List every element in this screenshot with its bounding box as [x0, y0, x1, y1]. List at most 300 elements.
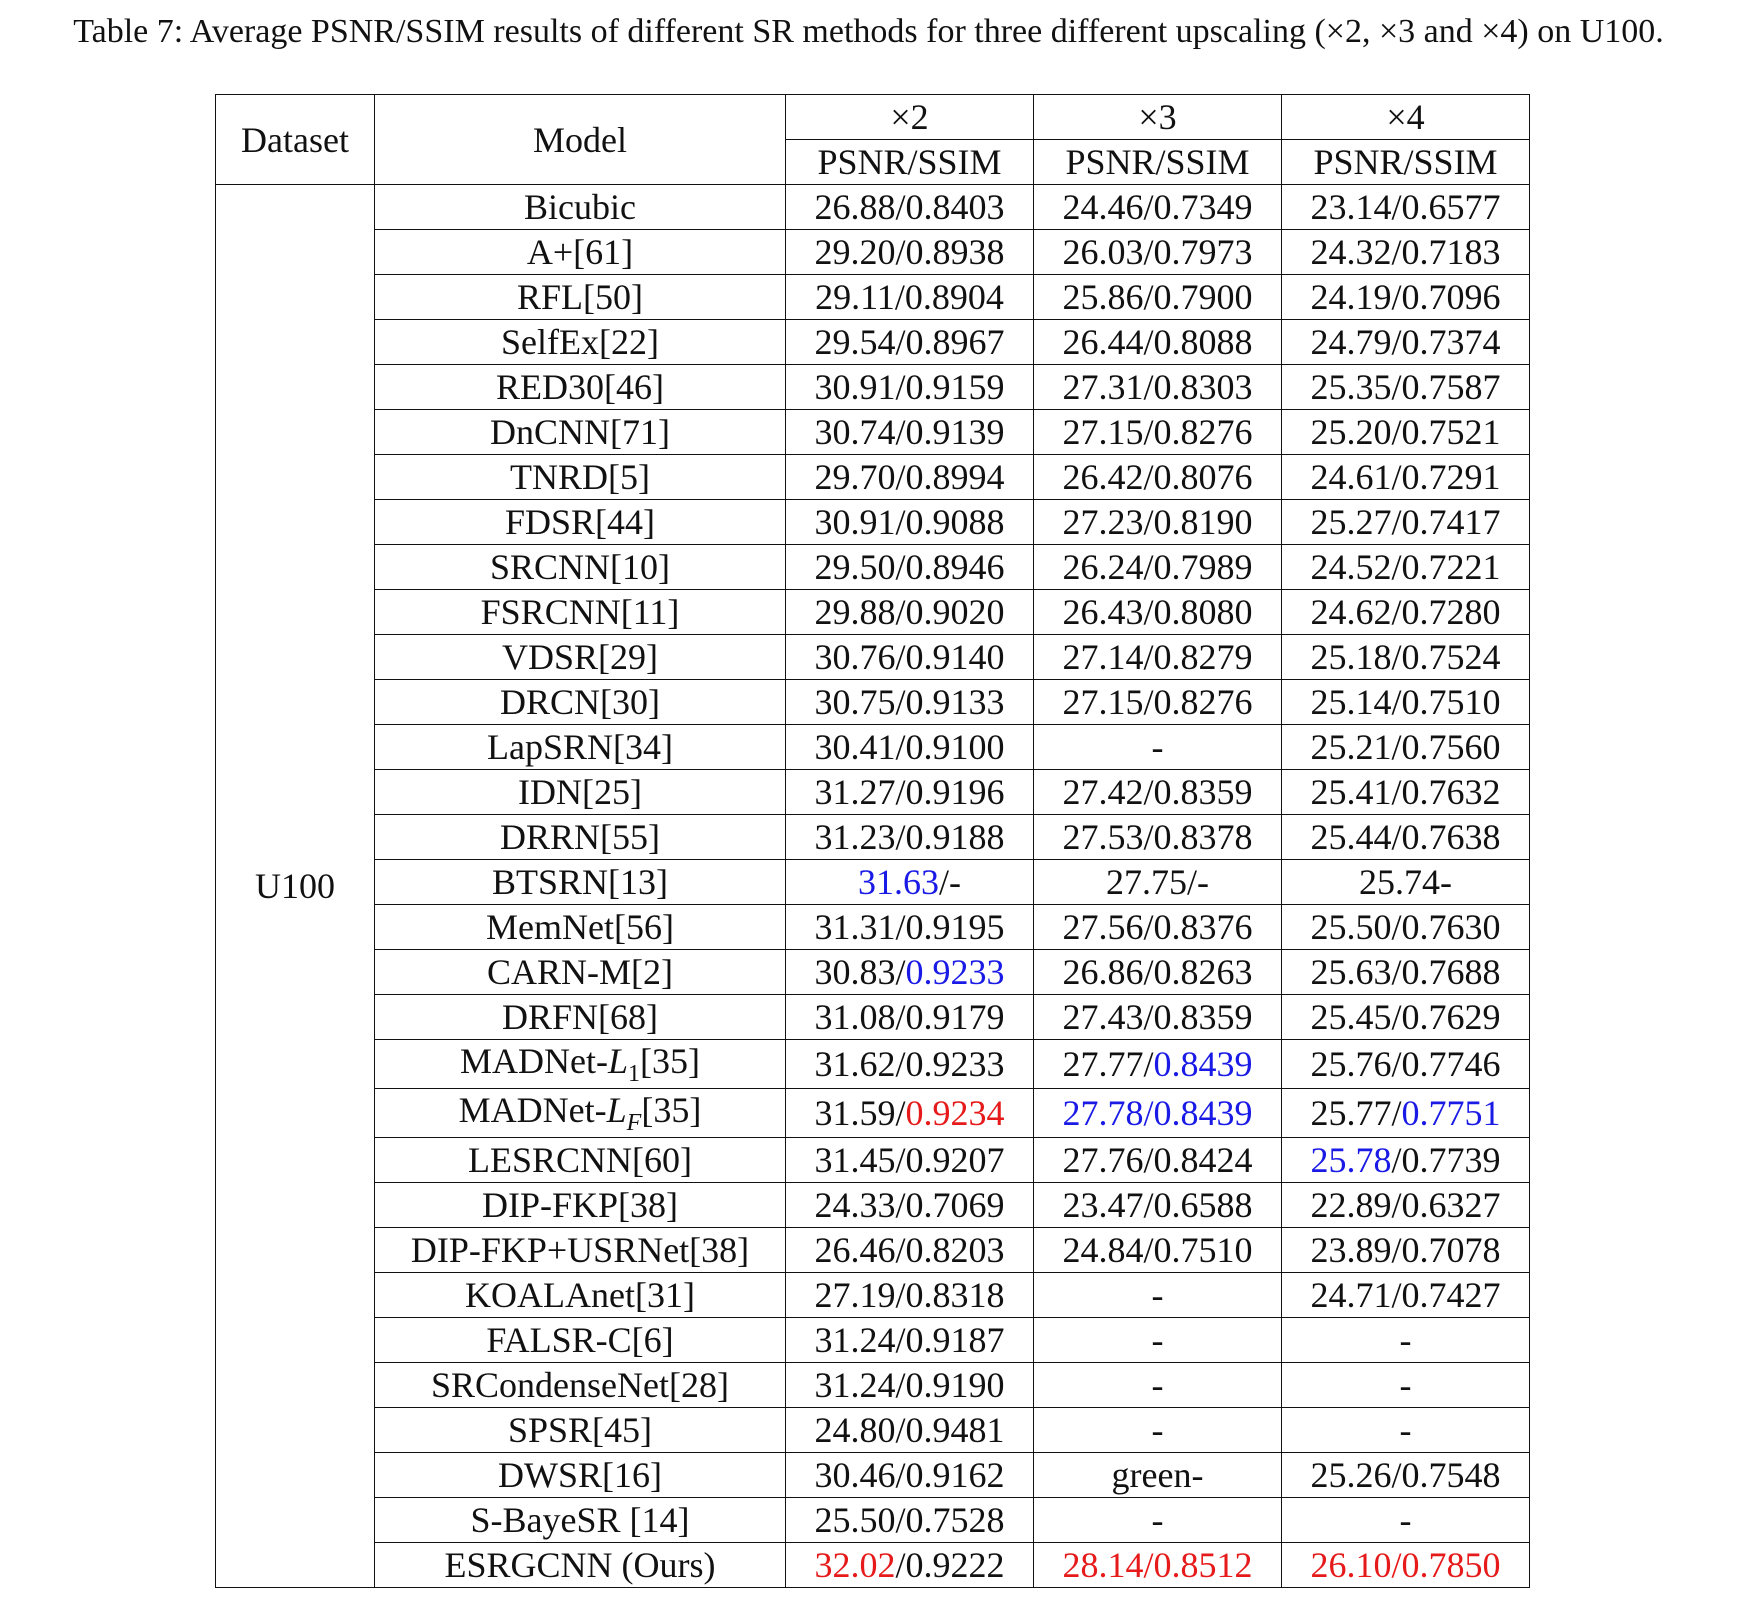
separator-slash: / — [895, 1093, 906, 1134]
result-cell-x3 — [1034, 410, 1282, 455]
result-cell-x4 — [1282, 185, 1530, 230]
ssim-value: 0.9195 — [905, 907, 1005, 947]
psnr-value: 30.76 — [814, 637, 896, 677]
result-cell-x2 — [786, 680, 1034, 725]
table-row — [216, 410, 1530, 455]
psnr-value: 24.32 — [1310, 232, 1392, 272]
ssim-value: 0.9481 — [905, 1410, 1005, 1451]
psnr-value: 26.86 — [1062, 952, 1144, 992]
result-cell-x4: 25.74- — [1282, 860, 1530, 905]
separator-slash: / — [1391, 637, 1402, 677]
separator-slash: / — [895, 817, 906, 857]
ssim-value: 0.8967 — [905, 322, 1005, 362]
separator-slash: / — [895, 1230, 906, 1271]
psnr-value: 27.15 — [1062, 412, 1144, 452]
psnr-value: 30.75 — [814, 682, 896, 722]
result-cell-x3 — [1034, 635, 1282, 680]
result-cell-x2 — [786, 320, 1034, 365]
result-cell-x2 — [786, 950, 1034, 995]
ssim-value: 0.7560 — [1401, 727, 1501, 767]
separator-slash: / — [1143, 637, 1154, 677]
separator-slash: / — [895, 1320, 906, 1361]
ssim-value: 0.9190 — [905, 1365, 1005, 1406]
ssim-value: 0.7632 — [1401, 772, 1501, 812]
psnr-value: 27.23 — [1062, 502, 1144, 542]
separator-slash: / — [895, 1275, 906, 1316]
result-cell-x4 — [1282, 1543, 1530, 1588]
psnr-value: 23.89 — [1310, 1230, 1392, 1271]
result-cell-x4 — [1282, 680, 1530, 725]
model-name: DRRN[55] — [375, 815, 786, 860]
table-row — [216, 230, 1530, 275]
result-cell-x3 — [1034, 230, 1282, 275]
ssim-value: 0.7739 — [1401, 1140, 1501, 1181]
table-row — [216, 995, 1530, 1040]
result-cell-x4 — [1282, 500, 1530, 545]
psnr-value: 30.91 — [814, 502, 896, 542]
result-cell-x3 — [1034, 590, 1282, 635]
ssim-value: 0.9188 — [905, 817, 1005, 857]
result-cell-x3 — [1034, 1089, 1282, 1138]
psnr-value: 31.23 — [814, 817, 896, 857]
psnr-value: 25.20 — [1310, 412, 1392, 452]
psnr-value: 27.42 — [1062, 772, 1144, 812]
table-row — [216, 1543, 1530, 1588]
separator-slash: / — [1391, 457, 1402, 497]
psnr-value: 24.79 — [1310, 322, 1392, 362]
psnr-value: 26.03 — [1062, 232, 1144, 272]
ssim-value: 0.9020 — [905, 592, 1005, 632]
table-row — [216, 365, 1530, 410]
separator-slash: / — [1143, 1140, 1154, 1181]
ssim-value: 0.7183 — [1401, 232, 1501, 272]
header-metric-x3: PSNR/SSIM — [1034, 140, 1282, 185]
model-name: SRCNN[10] — [375, 545, 786, 590]
psnr-value: 27.78 — [1062, 1093, 1144, 1134]
separator-slash: / — [1143, 1093, 1154, 1134]
ssim-value: 0.9088 — [905, 502, 1005, 542]
result-cell-x2 — [786, 905, 1034, 950]
psnr-value: 26.10 — [1310, 1545, 1392, 1586]
psnr-value: 31.24 — [814, 1365, 896, 1406]
psnr-value: 31.31 — [814, 907, 896, 947]
separator-slash: / — [1391, 232, 1402, 272]
ssim-value: 0.8439 — [1153, 1044, 1253, 1085]
separator-slash: / — [1143, 547, 1154, 587]
model-name: RED30[46] — [375, 365, 786, 410]
separator-slash: / — [1143, 322, 1154, 362]
result-cell-x3 — [1034, 860, 1282, 905]
ssim-value: 0.7524 — [1401, 637, 1501, 677]
result-cell-x3 — [1034, 500, 1282, 545]
psnr-value: 24.46 — [1062, 187, 1144, 227]
result-cell-x3 — [1034, 905, 1282, 950]
result-cell-x2 — [786, 1543, 1034, 1588]
separator-slash: / — [895, 637, 906, 677]
psnr-value: 25.86 — [1062, 277, 1144, 317]
ssim-value: 0.7349 — [1153, 187, 1253, 227]
ssim-value: 0.9133 — [905, 682, 1005, 722]
ssim-value: 0.7280 — [1401, 592, 1501, 632]
result-cell-x2 — [786, 590, 1034, 635]
ssim-value: 0.7688 — [1401, 952, 1501, 992]
result-cell-x3: green- — [1034, 1453, 1282, 1498]
model-name-math-var: L — [606, 1090, 627, 1131]
psnr-value: 22.89 — [1310, 1185, 1392, 1226]
result-cell-x2 — [786, 230, 1034, 275]
ssim-value: 0.9233 — [905, 1044, 1005, 1085]
header-scale-x2: ×2 — [786, 95, 1034, 140]
ssim-value: 0.8938 — [905, 232, 1005, 272]
result-cell-x3: - — [1034, 1273, 1282, 1318]
ssim-value: 0.8946 — [905, 547, 1005, 587]
result-cell-x4 — [1282, 455, 1530, 500]
separator-slash: / — [1391, 277, 1402, 317]
model-name: RFL[50] — [375, 275, 786, 320]
separator-slash: / — [895, 772, 906, 812]
result-cell-x4 — [1282, 905, 1530, 950]
model-name: DnCNN[71] — [375, 410, 786, 455]
header-scale-x3: ×3 — [1034, 95, 1282, 140]
table-row — [216, 1408, 1530, 1453]
table-row — [216, 1363, 1530, 1408]
result-cell-x4: - — [1282, 1408, 1530, 1453]
psnr-value: 25.26 — [1310, 1455, 1392, 1496]
separator-slash: / — [1143, 997, 1154, 1037]
model-name: VDSR[29] — [375, 635, 786, 680]
result-cell-x2 — [786, 500, 1034, 545]
result-cell-x3 — [1034, 1040, 1282, 1089]
separator-slash: / — [1391, 682, 1402, 722]
result-cell-x3 — [1034, 680, 1282, 725]
table-row — [216, 1183, 1530, 1228]
result-cell-x4 — [1282, 1138, 1530, 1183]
result-cell-x2 — [786, 995, 1034, 1040]
psnr-value: 25.35 — [1310, 367, 1392, 407]
ssim-value: 0.7751 — [1401, 1093, 1501, 1134]
result-cell-x2 — [786, 1040, 1034, 1089]
model-name: ESRGCNN (Ours) — [375, 1543, 786, 1588]
psnr-value: 29.70 — [814, 457, 896, 497]
table-row — [216, 905, 1530, 950]
ssim-value: 0.9179 — [905, 997, 1005, 1037]
separator-slash: / — [1391, 502, 1402, 542]
ssim-value: 0.6327 — [1401, 1185, 1501, 1226]
separator-slash: / — [1391, 772, 1402, 812]
psnr-value: 23.14 — [1310, 187, 1392, 227]
ssim-value: 0.7587 — [1401, 367, 1501, 407]
ssim-value: 0.8376 — [1153, 907, 1253, 947]
result-cell-x2 — [786, 1273, 1034, 1318]
ssim-value: 0.7630 — [1401, 907, 1501, 947]
psnr-value: 26.46 — [814, 1230, 896, 1271]
separator-slash: / — [1391, 1230, 1402, 1271]
psnr-value: 25.63 — [1310, 952, 1392, 992]
psnr-value: 31.63 — [857, 862, 939, 902]
result-cell-x3 — [1034, 770, 1282, 815]
separator-slash: / — [1391, 817, 1402, 857]
separator-slash: / — [1391, 1545, 1402, 1586]
ssim-value: 0.7510 — [1401, 682, 1501, 722]
results-table — [215, 94, 1530, 1588]
ssim-value: 0.8203 — [905, 1230, 1005, 1271]
psnr-value: 24.61 — [1310, 457, 1392, 497]
ssim-value: 0.7078 — [1401, 1230, 1501, 1271]
ssim-value: 0.8076 — [1153, 457, 1253, 497]
ssim-value: 0.9139 — [905, 412, 1005, 452]
table-row — [216, 680, 1530, 725]
psnr-value: 27.14 — [1062, 637, 1144, 677]
result-cell-x2 — [786, 275, 1034, 320]
psnr-value: 24.52 — [1310, 547, 1392, 587]
model-name — [375, 1089, 786, 1138]
separator-slash: / — [895, 187, 906, 227]
model-name-prefix: MADNet- — [460, 1041, 608, 1081]
separator-slash: / — [1391, 187, 1402, 227]
table-row — [216, 590, 1530, 635]
psnr-value: 25.14 — [1310, 682, 1392, 722]
psnr-value: 26.24 — [1062, 547, 1144, 587]
separator-slash: / — [895, 1410, 906, 1451]
model-name: DWSR[16] — [375, 1453, 786, 1498]
table-row — [216, 860, 1530, 905]
table-row — [216, 725, 1530, 770]
separator-slash: / — [895, 502, 906, 542]
ssim-value: 0.8088 — [1153, 322, 1253, 362]
result-cell-x2 — [786, 725, 1034, 770]
separator-slash: / — [1143, 907, 1154, 947]
separator-slash: / — [1391, 1044, 1402, 1085]
result-cell-x3 — [1034, 185, 1282, 230]
psnr-value: 24.80 — [814, 1410, 896, 1451]
table-caption: Table 7: Average PSNR/SSIM results of different SR methods for three different upscaling (×2, ×3 and ×4) on U100. — [73, 13, 1664, 50]
psnr-value: 24.33 — [814, 1185, 896, 1226]
result-cell-x4 — [1282, 815, 1530, 860]
ssim-value: 0.8276 — [1153, 412, 1253, 452]
psnr-value: 30.41 — [814, 727, 896, 767]
table-row — [216, 635, 1530, 680]
psnr-value: 30.83 — [814, 952, 896, 992]
result-cell-x3 — [1034, 455, 1282, 500]
separator-slash: / — [1391, 1140, 1402, 1181]
separator-slash: / — [895, 232, 906, 272]
separator-slash: / — [1391, 1275, 1402, 1316]
psnr-value: 27.53 — [1062, 817, 1144, 857]
ssim-value: 0.8512 — [1153, 1545, 1253, 1586]
separator-slash: / — [938, 862, 949, 902]
result-cell-x3 — [1034, 365, 1282, 410]
model-name: IDN[25] — [375, 770, 786, 815]
model-name: TNRD[5] — [375, 455, 786, 500]
result-cell-x4 — [1282, 950, 1530, 995]
psnr-value: 24.62 — [1310, 592, 1392, 632]
separator-slash: / — [895, 1500, 906, 1541]
result-cell-x3: - — [1034, 1408, 1282, 1453]
result-cell-x4: - — [1282, 1363, 1530, 1408]
separator-slash: / — [1391, 727, 1402, 767]
table-row — [216, 455, 1530, 500]
psnr-value: 23.47 — [1062, 1185, 1144, 1226]
ssim-value: 0.8276 — [1153, 682, 1253, 722]
model-name: FSRCNN[11] — [375, 590, 786, 635]
result-cell-x4: - — [1282, 1498, 1530, 1543]
table-row — [216, 1228, 1530, 1273]
separator-slash: / — [1143, 187, 1154, 227]
result-cell-x4 — [1282, 1040, 1530, 1089]
table-row — [216, 1498, 1530, 1543]
result-cell-x4 — [1282, 275, 1530, 320]
separator-slash: / — [895, 367, 906, 407]
ssim-value: 0.7900 — [1153, 277, 1253, 317]
table-row — [216, 950, 1530, 995]
psnr-value: 27.75 — [1105, 862, 1187, 902]
separator-slash: / — [1391, 367, 1402, 407]
separator-slash: / — [1391, 997, 1402, 1037]
result-cell-x2 — [786, 1453, 1034, 1498]
result-cell-x4 — [1282, 1453, 1530, 1498]
result-cell-x4 — [1282, 1089, 1530, 1138]
header-metric-x4: PSNR/SSIM — [1282, 140, 1530, 185]
result-cell-x2 — [786, 1498, 1034, 1543]
psnr-value: 31.59 — [814, 1093, 896, 1134]
result-cell-x4 — [1282, 365, 1530, 410]
psnr-value: 27.56 — [1062, 907, 1144, 947]
ssim-value: 0.9159 — [905, 367, 1005, 407]
model-name-subscript: F — [626, 1110, 642, 1137]
psnr-value: 29.50 — [814, 547, 896, 587]
separator-slash: / — [895, 1140, 906, 1181]
ssim-value: 0.7221 — [1401, 547, 1501, 587]
psnr-value: 28.14 — [1062, 1545, 1144, 1586]
result-cell-x2 — [786, 1089, 1034, 1138]
ssim-value: 0.8994 — [905, 457, 1005, 497]
result-cell-x2 — [786, 185, 1034, 230]
separator-slash: / — [1143, 952, 1154, 992]
ssim-value: 0.8318 — [905, 1275, 1005, 1316]
psnr-value: 32.02 — [814, 1545, 896, 1586]
model-name: SRCondenseNet[28] — [375, 1363, 786, 1408]
ssim-value: 0.7374 — [1401, 322, 1501, 362]
ssim-value: 0.7510 — [1153, 1230, 1253, 1271]
separator-slash: / — [1143, 277, 1154, 317]
table-row — [216, 1318, 1530, 1363]
model-name-citation: [35] — [641, 1090, 702, 1131]
model-name: A+[61] — [375, 230, 786, 275]
table-row — [216, 1089, 1530, 1138]
ssim-value: 0.7989 — [1153, 547, 1253, 587]
result-cell-x2 — [786, 635, 1034, 680]
psnr-value: 27.31 — [1062, 367, 1144, 407]
result-cell-x2 — [786, 1408, 1034, 1453]
model-name — [375, 1040, 786, 1089]
result-cell-x4 — [1282, 770, 1530, 815]
ssim-value: 0.7291 — [1401, 457, 1501, 497]
psnr-value: 29.20 — [814, 232, 896, 272]
ssim-value: 0.8904 — [904, 277, 1004, 317]
result-cell-x2 — [786, 860, 1034, 905]
result-cell-x2 — [786, 1138, 1034, 1183]
model-name-math-var: L — [607, 1041, 629, 1081]
result-cell-x3 — [1034, 950, 1282, 995]
result-cell-x4 — [1282, 635, 1530, 680]
separator-slash: / — [895, 592, 906, 632]
result-cell-x3: - — [1034, 1318, 1282, 1363]
psnr-value: 25.18 — [1310, 637, 1392, 677]
psnr-value: 26.44 — [1062, 322, 1144, 362]
model-name: DIP-FKP[38] — [375, 1183, 786, 1228]
table-row — [216, 545, 1530, 590]
result-cell-x3: - — [1034, 725, 1282, 770]
psnr-value: 31.08 — [814, 997, 896, 1037]
ssim-value: 0.9234 — [905, 1093, 1005, 1134]
result-cell-x3 — [1034, 1138, 1282, 1183]
model-name-subscript: 1 — [628, 1061, 641, 1088]
model-name: DRFN[68] — [375, 995, 786, 1040]
result-cell-x2 — [786, 770, 1034, 815]
separator-slash: / — [1143, 682, 1154, 722]
table-body — [216, 185, 1530, 1588]
model-name: LESRCNN[60] — [375, 1138, 786, 1183]
separator-slash: / — [1143, 1230, 1154, 1271]
psnr-value: 25.21 — [1310, 727, 1392, 767]
ssim-value: 0.7417 — [1401, 502, 1501, 542]
result-cell-x4 — [1282, 320, 1530, 365]
separator-slash: / — [895, 457, 906, 497]
model-name: S-BayeSR [14] — [375, 1498, 786, 1543]
separator-slash: / — [1143, 1044, 1154, 1085]
result-cell-x4 — [1282, 590, 1530, 635]
separator-slash: / — [895, 952, 906, 992]
ssim-value: 0.8424 — [1153, 1140, 1253, 1181]
ssim-value: - — [1197, 862, 1209, 902]
separator-slash: / — [1186, 862, 1197, 902]
psnr-value: 27.19 — [814, 1275, 896, 1316]
psnr-value: 31.62 — [814, 1044, 896, 1085]
psnr-value: 29.11 — [815, 277, 895, 317]
ssim-value: 0.8359 — [1153, 772, 1253, 812]
ssim-value: 0.9222 — [905, 1545, 1005, 1586]
separator-slash: / — [1391, 1093, 1402, 1134]
psnr-value: 27.77 — [1062, 1044, 1144, 1085]
psnr-value: 25.77 — [1310, 1093, 1392, 1134]
result-cell-x3 — [1034, 320, 1282, 365]
psnr-value: 26.88 — [814, 187, 896, 227]
header-scale-x4: ×4 — [1282, 95, 1530, 140]
ssim-value: 0.9196 — [905, 772, 1005, 812]
result-cell-x2 — [786, 545, 1034, 590]
result-cell-x4 — [1282, 1228, 1530, 1273]
result-cell-x2 — [786, 1228, 1034, 1273]
result-cell-x4 — [1282, 1183, 1530, 1228]
ssim-value: 0.7528 — [905, 1500, 1005, 1541]
ssim-value: 0.7069 — [905, 1185, 1005, 1226]
separator-slash: / — [895, 682, 906, 722]
separator-slash: / — [1391, 412, 1402, 452]
ssim-value: 0.8303 — [1153, 367, 1253, 407]
separator-slash: / — [1391, 1455, 1402, 1496]
ssim-value: - — [949, 862, 961, 902]
result-cell-x3 — [1034, 1228, 1282, 1273]
psnr-value: 31.27 — [814, 772, 896, 812]
separator-slash: / — [1391, 907, 1402, 947]
psnr-value: 26.43 — [1062, 592, 1144, 632]
separator-slash: / — [1143, 457, 1154, 497]
ssim-value: 0.7746 — [1401, 1044, 1501, 1085]
separator-slash: / — [1143, 772, 1154, 812]
ssim-value: 0.8378 — [1153, 817, 1253, 857]
ssim-value: 0.7096 — [1401, 277, 1501, 317]
separator-slash: / — [1143, 1545, 1154, 1586]
